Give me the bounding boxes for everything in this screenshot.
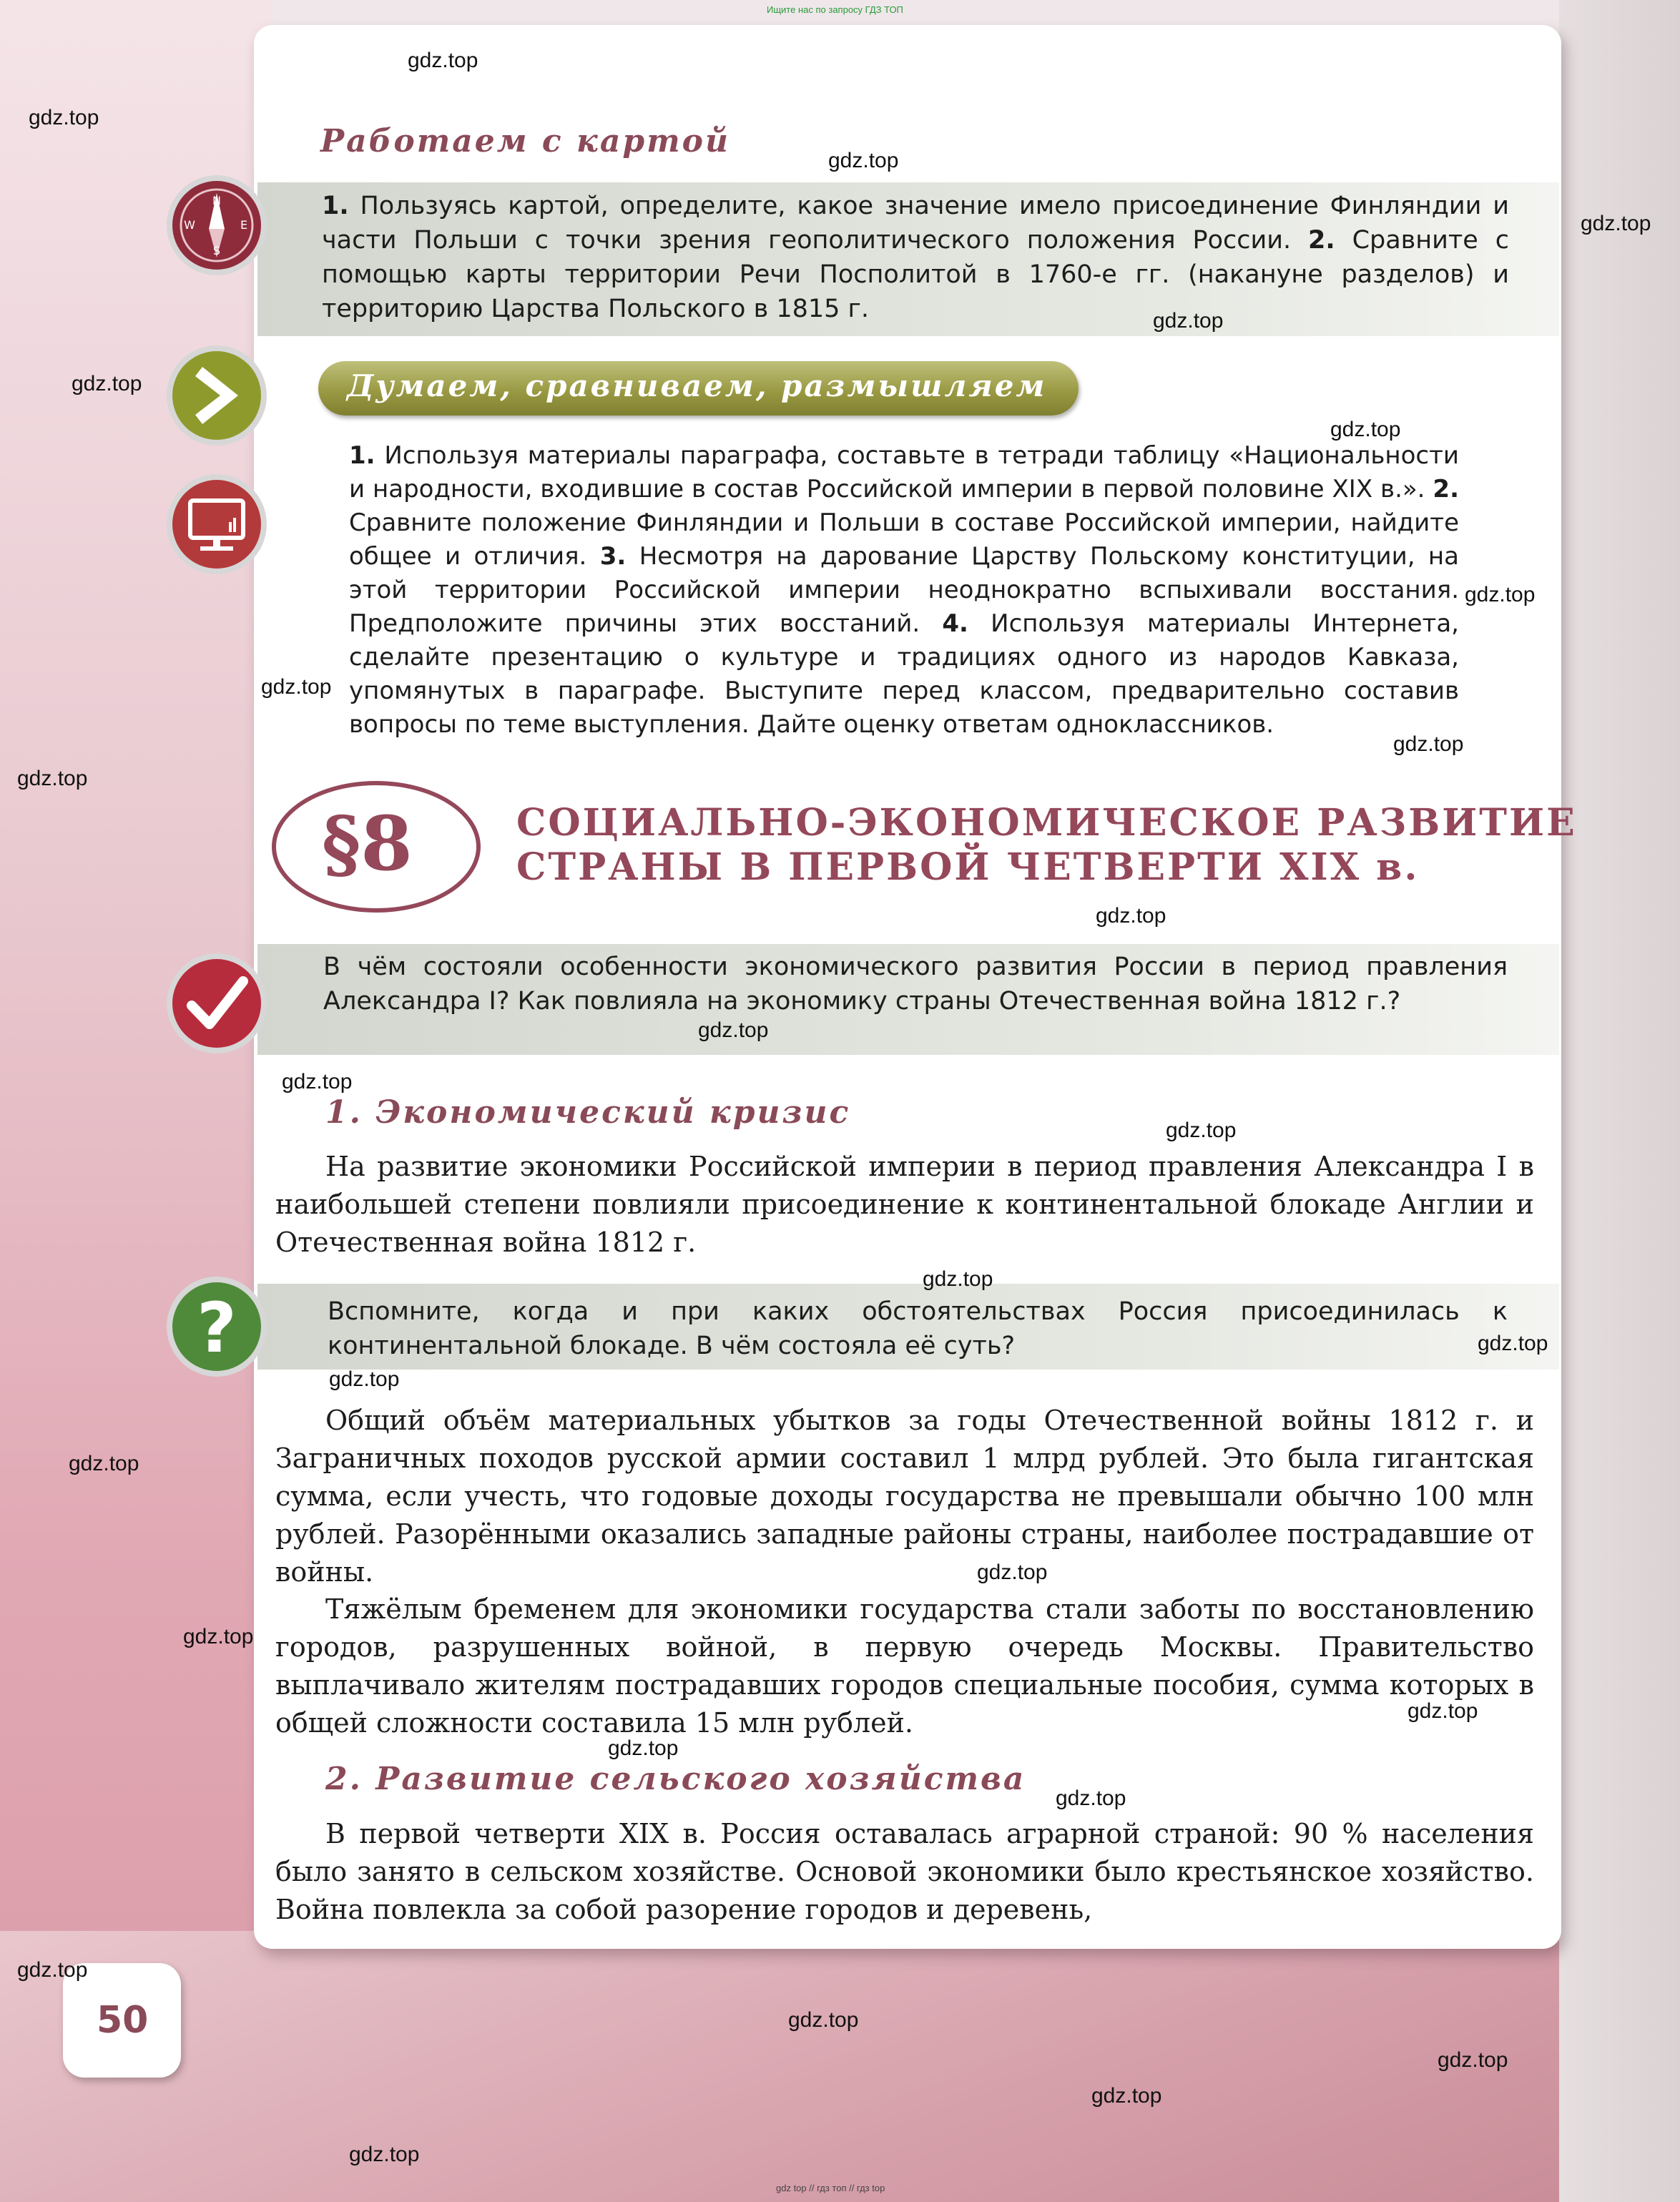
watermark: gdz.top (1166, 1119, 1237, 1142)
think-section-title: Думаем, сравниваем, размышляем (347, 368, 1047, 403)
section-1-paragraph-1: На развитие экономики Российской империи в период правления Александра I в наибольшей степени повлияли присоединение к континентальной блокаде Англии и Отечественная война 1812 г. (275, 1151, 1534, 1258)
svg-text:N: N (212, 194, 221, 207)
think-task-num-1: 1. (349, 441, 375, 470)
svg-text:?: ? (197, 1288, 237, 1368)
watermark: gdz.top (282, 1070, 353, 1093)
question-icon (163, 1273, 270, 1383)
watermark: gdz.top (1096, 904, 1166, 928)
watermark: gdz.top (698, 1018, 769, 1042)
watermark: gdz.top (183, 1625, 254, 1648)
section-1-title: 1. Экономический кризис (325, 1094, 851, 1131)
paragraph-title (516, 801, 1577, 890)
svg-text:W: W (184, 218, 195, 232)
check-question: В чём состояли особенности экономического развития России в период правления Александра I? Как повлияла на экономику страны Отечественная война 1812 г.? (323, 953, 1508, 1016)
watermark: gdz.top (17, 1958, 88, 1982)
map-section-title: Работаем с картой (320, 123, 730, 159)
watermark: gdz.top (1581, 212, 1651, 235)
section-2-paragraph-1: В первой четверти XIX в. Россия оставалась аграрной страной: 90 % населения было занято в сельском хозяйстве. Основой экономики было крестьянское хозяйство. Война повлекла за собой разорение городов и деревень, (275, 1818, 1534, 1925)
paragraph-title-line-2: СТРАНЫ В ПЕРВОЙ ЧЕТВЕРТИ XIX в. (516, 845, 1420, 889)
map-task-num-1: 1. (322, 192, 349, 220)
watermark: gdz.top (977, 1560, 1048, 1584)
map-task-2: Сравните с помощью карты территории Речи Посполитой в 1760-е гг. (накануне разделов) и территорию Царства Польского в 1815 г. (322, 226, 1509, 323)
bottom-note: gdz top // гдз топ // гдз top (776, 2183, 885, 2193)
watermark: gdz.top (349, 2143, 420, 2166)
watermark: gdz.top (788, 2008, 859, 2032)
watermark: gdz.top (69, 1452, 139, 1475)
watermark: gdz.top (1091, 2084, 1162, 2108)
recall-question: Вспомните, когда и при каких обстоятельствах Россия присоединилась к континентальной блокаде. В чём состояла её суть? (328, 1297, 1508, 1360)
compass-icon (163, 172, 270, 282)
watermark: gdz.top (1408, 1699, 1478, 1723)
think-task-text (349, 439, 1459, 742)
section-2-title: 2. Развитие сельского хозяйства (325, 1761, 1026, 1797)
watermark: gdz.top (29, 106, 99, 129)
background-right (1559, 0, 1680, 2202)
watermark: gdz.top (1330, 418, 1401, 441)
think-task-1: Используя материалы параграфа, составьте в тетради таблицу «Национальности и народности, входившие в состав Российской империи в первой половине XIX в.». (349, 441, 1459, 503)
svg-text:E: E (240, 218, 248, 232)
watermark: gdz.top (1478, 1332, 1548, 1355)
watermark: gdz.top (261, 675, 332, 699)
think-task-num-3: 3. (599, 542, 627, 571)
think-task-num-4: 4. (942, 609, 968, 638)
watermark: gdz.top (828, 149, 899, 172)
page-number: 50 (97, 1999, 149, 2042)
watermark: gdz.top (923, 1267, 993, 1291)
arrow-icon (163, 342, 270, 452)
map-task-1: Пользуясь картой, определите, какое значение имело присоединение Финляндии и части Польши с точки зрения геополитического положения России. (322, 192, 1509, 255)
think-section-header (318, 361, 1079, 416)
section-1-paragraph-2: Общий объём материальных убытков за годы Отечественной войны 1812 г. и Заграничных походов русской армии составил 1 млрд рублей. Это была гигантская сумма, если учесть, что годовые доходы государства не превышали обычно 100 млн рублей. Разорёнными оказались западные районы страны, наиболее пострадавшие от войны. (275, 1405, 1534, 1588)
watermark: gdz.top (408, 49, 478, 72)
watermark: gdz.top (1438, 2048, 1508, 2072)
svg-text:S: S (212, 244, 221, 257)
checkmark-icon (163, 950, 270, 1060)
map-task-num-2: 2. (1308, 226, 1335, 255)
think-task-4: Используя материалы Интернета, сделайте презентацию о культуре и традициях одного из народов Кавказа, упомянутых в параграфе. Выступите перед классом, предварительно составив вопросы по теме выступления. Дайте оценку ответам одноклассников. (349, 609, 1459, 739)
watermark: gdz.top (1465, 583, 1536, 606)
section-1-paragraph-3: Тяжёлым бременем для экономики государства стали заботы по восстановлению городов, разрушенных войной, в первую очередь Москвы. Правительство выплачивало жителям пострадавших городов специальные пособия, сумма которых в общей сложности составила 15 млн рублей. (275, 1593, 1534, 1739)
watermark: gdz.top (1153, 309, 1224, 333)
think-task-2: Сравните положение Финляндии и Польши в составе Российской империи, найдите общее и отличия. (349, 508, 1459, 571)
watermark: gdz.top (1056, 1786, 1126, 1810)
background-left (0, 0, 272, 2202)
monitor-icon (163, 471, 270, 581)
watermark: gdz.top (608, 1736, 679, 1760)
paragraph-title-line-1: СОЦИАЛЬНО-ЭКОНОМИЧЕСКОЕ РАЗВИТИЕ (516, 801, 1577, 845)
think-task-num-2: 2. (1433, 475, 1459, 503)
watermark: gdz.top (17, 767, 88, 790)
think-task-3: Несмотря на дарование Царству Польскому конституции, на этой территории Российской империи неоднократно вспыхивали восстания. Предположите причины этих восстаний. (349, 542, 1459, 638)
background-bottom (0, 1931, 1680, 2202)
watermark: gdz.top (329, 1367, 400, 1391)
map-task-text (322, 189, 1509, 326)
top-note: Ищите нас по запросу ГДЗ ТОП (767, 4, 903, 15)
paragraph-number: §8 (322, 800, 413, 888)
watermark: gdz.top (1393, 732, 1464, 756)
watermark: gdz.top (72, 372, 142, 395)
